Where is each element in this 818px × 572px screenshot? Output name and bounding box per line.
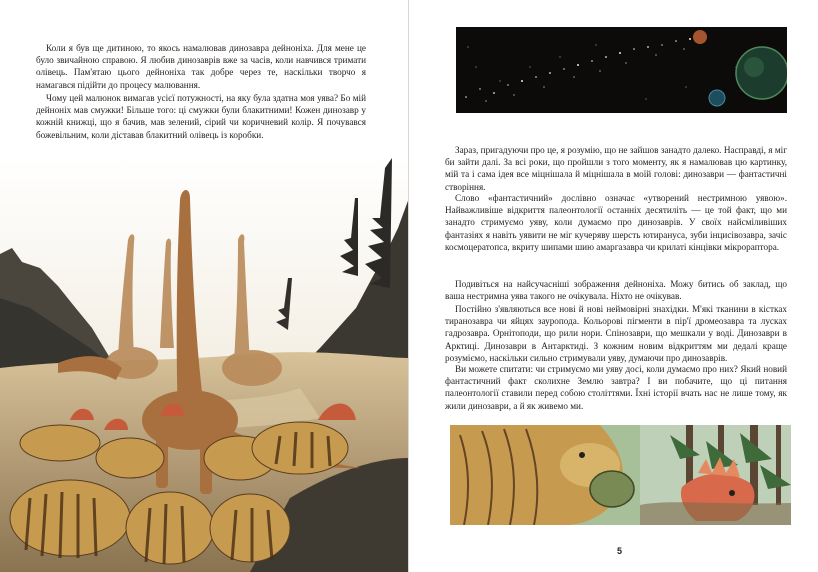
- galaxy-illustration: [456, 27, 787, 113]
- right-paragraph-4: Постійно з'являються все нові й нові неймовірні знахідки. М'які тканини в кістках тиранозавра чи яйцях зауропода. Кольорові пігменти в пір'ї дромеозавра та лусках гадрозавра. Орнітоподи, що рили нори. Спінозаври, що мешкали у воді. Динозаври в Арктиці. Динозаври в Антарктиді. З кожним новим відкриттям ми дедалі краще розуміємо, наскільки сильно стримували уяву, думаючи про динозаврів.: [445, 304, 787, 363]
- right-paragraph-1: Зараз, пригадуючи про це, я розумію, що не зайшов занадто далеко. Насправді, я міг би зайти далі. За всі роки, що пройшли з того моменту, як я намалював цю картинку, мій та і сама ідея все міцнішала й міцнішала в моїй голові: динозаври — фантастичні створіння.: [445, 145, 787, 192]
- right-paragraph-3: Подивіться на найсучасніші зображення дейноніха. Можу битись об заклад, що ваша нестримна уява такого не очікувала. Ніхто не очікував.: [445, 279, 787, 302]
- right-page: [409, 0, 818, 572]
- right-paragraph-5: Ви можете спитати: чи стримуємо ми уяву досі, коли думаємо про них? Який новий фантастичний факт сколихне Землю завтра? І ви побачите, що ці питання палеонтології ставили перед собою століттями. Їхні історії вчать нас не лише тому, як жили динозаври, а й як живемо ми.: [445, 364, 787, 411]
- right-paragraph-2: Слово «фантастичний» дослівно означає «утворений нестримною уявою». Найважливіше відкриття палеонтології останніх десятиліть — це той факт, що ми занадто стримуємо уяву, коли думаємо про динозаврів. У своїх найсміливіших фантазіях я навіть уявити не міг кучеряву шерсть ютирануса, зуби інцисівозавра, зачіс космоцератопса, вкриту шипами шию амаргазавра чи крилаті кінцівки мікрораптора.: [445, 193, 787, 252]
- left-paragraph-1: Коли я був ще дитиною, то якось намалював динозавра дейноніха. Для мене це було звичайною справою. Я любив динозаврів вже за часів, коли навчився тримати олівець. Пам'ятаю цього дейноніха так добре через те, наскільки творчо я намагався підійти до процесу малювання.: [36, 43, 366, 90]
- page-number: 5: [617, 546, 623, 556]
- left-paragraph-2: Чому цей малюнок вимагав усієї потужності, на яку була здатна моя уява? Бо мій дейноніх мав смужки! Більше того: ці смужки були блакитними! Кожен динозавр у кожній книжці, що я бачив, мав зелений, сірий чи коричневий колір. Я почувався божевільним, коли діставав блакитний олівець із коробки.: [36, 93, 366, 140]
- sauropod-herd-illustration: [0, 158, 409, 572]
- hadrosaur-illustration: [450, 425, 791, 525]
